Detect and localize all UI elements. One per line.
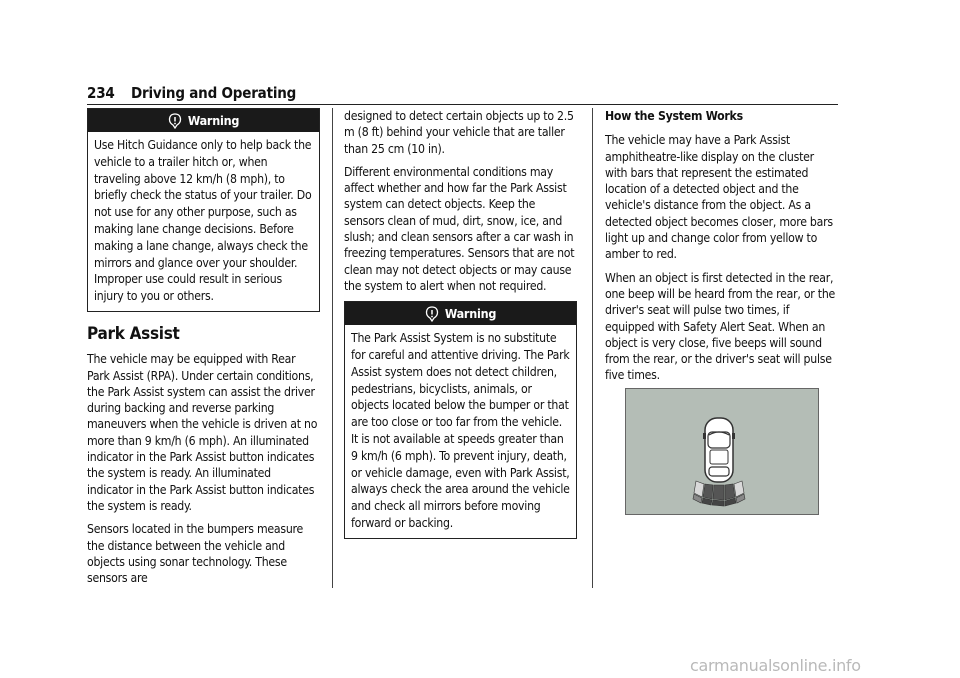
park-assist-display-figure [625,388,819,515]
column-3 [605,108,839,391]
warning-title: Warning [444,306,497,322]
column-divider-1 [332,108,333,588]
paragraph: designed to detect certain objects up to 2.5 m (8 ft) behind your vehicle that are taller than 25 cm (10 in). [344,109,574,156]
page-header [87,84,838,105]
watermark: carmanualsonline.info [690,656,861,675]
warning-text: Use Hitch Guidance only to help back the vehicle to a trailer hitch or, when traveling above 12 km/h (8 mph), to briefly check the status of your trailer. Do not use for any other purpose, such as making lane change decisions. Before making a lane change, always check the mirrors and glance over your shoulder. Improper use could result in serious injury to you or others. [94,138,312,304]
paragraph: When an object is first detected in the rear, one beep will be heard from the rear, or the driver's seat will pulse two times, if equipped with Safety Alert Seat. When an object is very close, five beeps will sound from the rear, or the driver's seat will pulse five times. [605,270,836,383]
paragraph: Sensors located in the bumpers measure the distance between the vehicle and objects using sonar technology. These sensors are [87,522,304,586]
paragraph: The vehicle may have a Park Assist amphitheatre-like display on the cluster with bars that represent the estimated location of a detected object and the vehicle's distance from the object. As a detected object becomes closer, more bars light up and change color from yellow to amber to red. [605,133,833,262]
column-divider-2 [592,108,593,588]
warning-icon [168,113,182,129]
warning-text: The Park Assist System is no substitute for careful and attentive driving. The Park Assist system does not detect children, pedestrians, bicyclists, animals, or objects located below the bumper or that are too close or too far from the vehicle. It is not available at speeds greater than 9 km/h (6 mph). To prevent injury, death, or vehicle damage, even with Park Assist, always check the area around the vehicle and check all mirrors before moving forward or backing. [351,331,570,531]
warning-title: Warning [187,113,240,128]
column-1 [87,108,320,593]
page-number: 234 [87,84,115,102]
paragraph: Different environmental conditions may affect whether and how far the Park Assist system can detect objects. Keep the sensors clean of mud, dirt, snow, ice, and slush; and clean sensors after a car wash in freezing temperatures. Sensors that are not clean may not detect objects or may cause the system to alert when not required. [344,164,575,293]
column-2 [344,108,577,548]
warning-icon [425,306,439,322]
car-top-view-icon [703,418,735,482]
park-assist-illustration [626,389,818,514]
section-heading: Park Assist [87,323,180,344]
section-title: Driving and Operating [131,84,297,102]
paragraph: The vehicle may be equipped with Rear Park Assist (RPA). Under certain conditions, the Park Assist system can assist the driver during backing and reverse parking maneuvers when the vehicle is driven at no more than 9 km/h (6 mph). An illuminated indicator in the Park Assist button indicates the system is ready. An illuminated indicator in the Park Assist button indicates the system is ready. [87,352,318,513]
warning-header [88,109,319,132]
warning-header [345,302,576,325]
hitch-guidance-warning [87,108,320,312]
park-assist-warning [344,301,577,539]
subheading: How the System Works [605,109,743,123]
sensor-zone-icon [693,481,745,506]
